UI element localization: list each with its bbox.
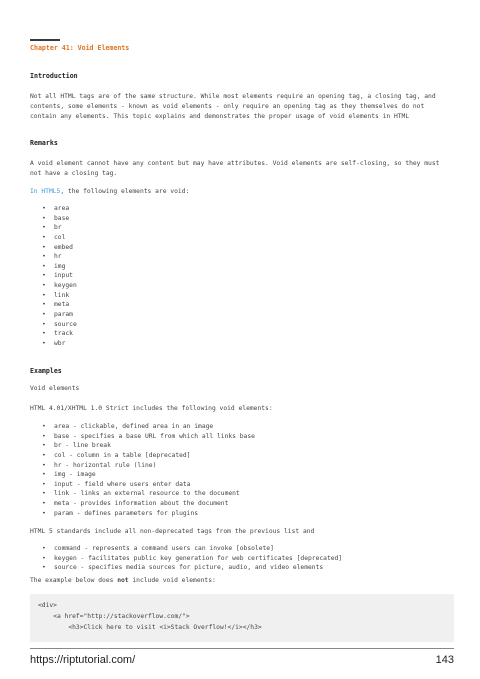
list-item: • area	[42, 204, 77, 214]
list-item: • br	[42, 223, 77, 233]
list-item: • keygen	[42, 281, 77, 291]
list-item: • source	[42, 320, 77, 330]
code-line: <h3>Click here to visit <i>Stack Overflow!</i></h3>	[38, 624, 262, 631]
list-item: • meta	[42, 300, 77, 310]
example-intro-post: include void elements:	[128, 577, 216, 584]
html5-void-list	[42, 544, 342, 573]
introduction-heading: Introduction	[30, 72, 78, 80]
remarks-text: A void element cannot have any content but may have attributes. Void elements are self-closing, so they must not have a closing tag.	[30, 160, 444, 177]
list-item: • link	[42, 291, 77, 301]
page-number: 143	[435, 654, 454, 666]
void-elements-subheading: Void elements	[30, 385, 80, 392]
list-item: • base	[42, 214, 77, 224]
introduction-text: Not all HTML tags are of the same structure. While most elements require an opening tag, a closing tag, and contents, some elements - known as void elements - only require an opening tag as they themselves do not contain any elements. This topic explains and demonstrates the proper usage of void elements in HTML	[30, 93, 440, 120]
chapter-rule	[30, 39, 60, 41]
list-item: • hr - horizontal rule (line)	[42, 461, 255, 471]
footer-url[interactable]: https://riptutorial.com/	[30, 654, 136, 666]
footer-rule	[30, 648, 454, 649]
html5-intro-rest: , the following elements are void:	[60, 188, 190, 195]
list-item: • meta - provides information about the document	[42, 499, 255, 509]
list-item: • img	[42, 262, 77, 272]
list-item: • keygen - facilitates public key generation for web certificates [deprecated]	[42, 554, 342, 564]
examples-heading: Examples	[30, 367, 62, 375]
list-item: • col - column in a table [deprecated]	[42, 451, 255, 461]
list-item: • br - line break	[42, 441, 255, 451]
code-line: <div>	[38, 602, 57, 609]
list-item: • col	[42, 233, 77, 243]
list-item: • embed	[42, 243, 77, 253]
remarks-heading: Remarks	[30, 139, 58, 147]
list-item: • wbr	[42, 339, 77, 349]
list-item: • input	[42, 271, 77, 281]
html5-standards-intro: HTML 5 standards include all non-deprecated tags from the previous list and	[30, 528, 315, 535]
list-item: • param - defines parameters for plugins	[42, 509, 255, 519]
list-item: • source - specifies media sources for picture, audio, and video elements	[42, 563, 342, 573]
list-item: • img - image	[42, 470, 255, 480]
list-item: • param	[42, 310, 77, 320]
strict-void-list	[42, 422, 255, 518]
list-item: • area - clickable, defined area in an image	[42, 422, 255, 432]
list-item: • track	[42, 329, 77, 339]
list-item: • command - represents a command users can invoke [obsolete]	[42, 544, 342, 554]
code-line: <a href="http://stackoverflow.com/">	[38, 613, 190, 620]
list-item: • base - specifies a base URL from which all links base	[42, 432, 255, 442]
void-elements-list	[42, 204, 77, 349]
example-intro-pre: The example below does	[30, 577, 118, 584]
example-intro	[30, 576, 454, 586]
list-item: • hr	[42, 252, 77, 262]
html5-link[interactable]: In HTML5	[30, 188, 61, 195]
list-item: • input - field where users enter data	[42, 480, 255, 490]
chapter-title: Chapter 41: Void Elements	[30, 44, 130, 52]
list-item: • link - links an external resource to the document	[42, 489, 255, 499]
strict-intro: HTML 4.01/XHTML 1.0 Strict includes the following void elements:	[30, 405, 273, 412]
code-block	[30, 594, 454, 642]
html5-intro	[30, 187, 454, 197]
example-intro-bold: not	[117, 577, 129, 584]
